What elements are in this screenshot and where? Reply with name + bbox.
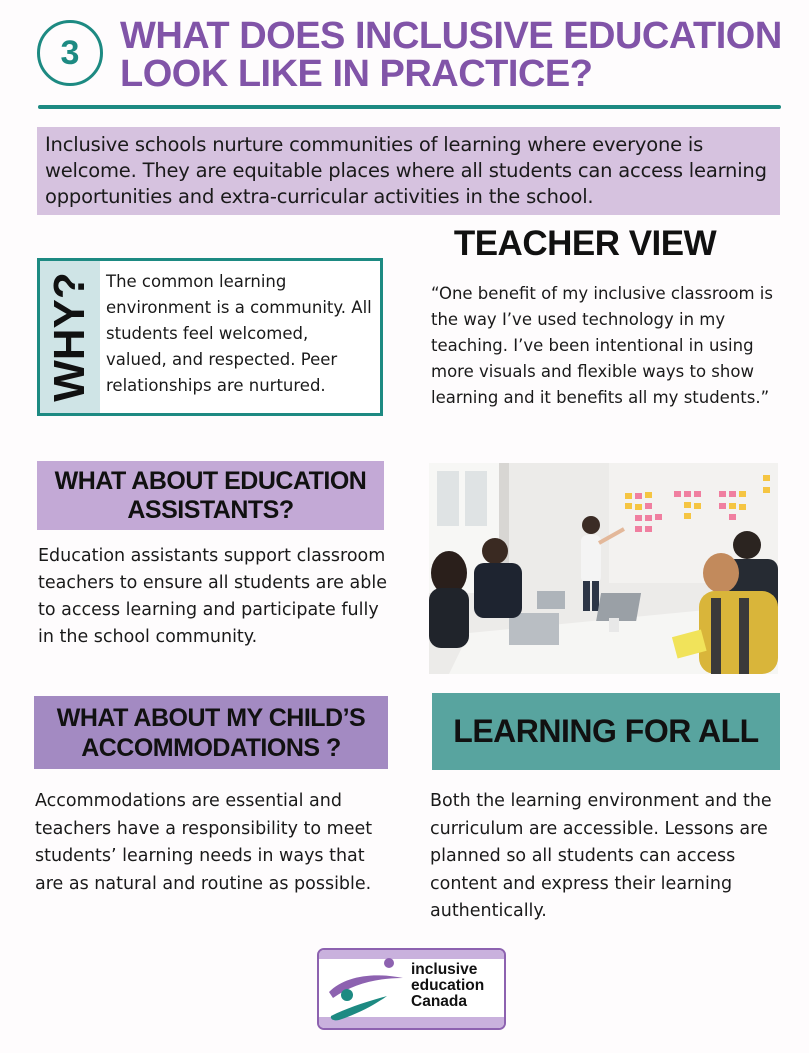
why-label: WHY?	[45, 272, 94, 402]
teacher-view-heading: TEACHER VIEW	[453, 224, 717, 263]
section-number-badge	[37, 20, 103, 86]
education-assistants-heading: WHAT ABOUT EDUCATION ASSISTANTS?	[37, 461, 384, 530]
logo-swoosh-icon	[325, 958, 410, 1023]
learning-for-all-heading: LEARNING FOR ALL	[432, 693, 780, 770]
teacher-quote: “One benefit of my inclusive classroom is the way I’ve used technology in my teaching. I’ve been intentional in using more visuals and flexible ways to show learning and it benefits all my students.”	[431, 284, 773, 407]
classroom-photo	[429, 463, 778, 674]
header-divider	[38, 105, 781, 109]
section-number: 3	[60, 33, 80, 72]
accommodations-heading: WHAT ABOUT MY CHILD’S ACCOMMODATIONS ?	[34, 696, 388, 769]
logo-line-3: Canada	[411, 993, 467, 1010]
page-title: WHAT DOES INCLUSIVE EDUCATION LOOK LIKE IN PRACTICE?	[120, 15, 782, 95]
inclusive-education-canada-logo	[317, 948, 506, 1030]
why-text: The common learning environment is a community. All students feel welcomed, valued, and respected. Peer relationships are nurtured.	[106, 272, 372, 395]
logo-wordmark	[411, 962, 484, 1010]
why-label-column	[40, 261, 100, 413]
why-box	[37, 258, 383, 416]
logo-line-1: inclusive	[411, 961, 478, 978]
intro-panel: Inclusive schools nurture communities of learning where everyone is welcome. They are equitable places where all students can access learning opportunities and extra-curricular activities in the school.	[37, 127, 780, 215]
education-assistants-text: Education assistants support classroom teachers to ensure all students are able to access learning and participate fully in the school community.	[38, 546, 387, 647]
accommodations-text: Accommodations are essential and teachers have a responsibility to meet students’ learning needs in ways that are as natural and routine as possible.	[35, 791, 373, 894]
logo-line-2: education	[411, 977, 485, 994]
learning-for-all-text: Both the learning environment and the curriculum are accessible. Lessons are planned so all students can access content and express their learning authentically.	[430, 791, 772, 921]
classroom-illustration	[429, 463, 778, 674]
